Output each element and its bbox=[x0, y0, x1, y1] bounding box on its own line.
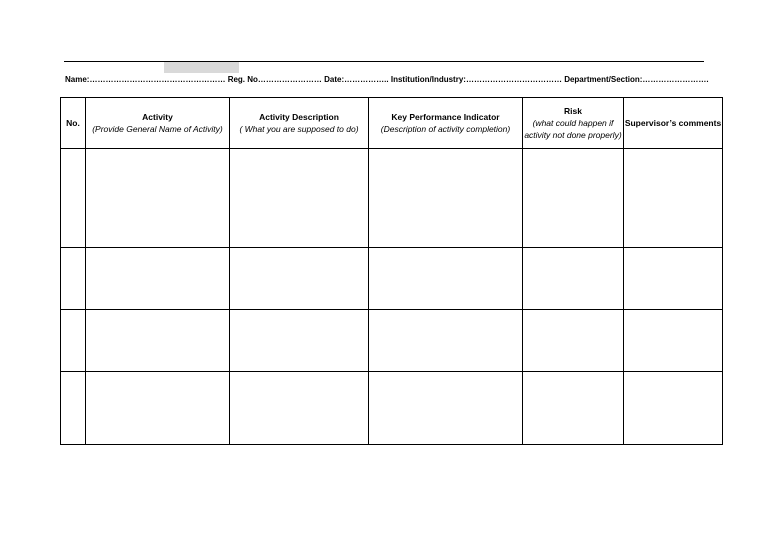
institution-field[interactable]: Institution/Industry:……………………………… bbox=[390, 75, 562, 84]
cell-kpi[interactable] bbox=[369, 248, 523, 310]
cell-activity-description[interactable] bbox=[230, 248, 369, 310]
cell-risk[interactable] bbox=[523, 372, 624, 445]
table-header-row bbox=[61, 98, 723, 149]
cell-activity-description[interactable] bbox=[230, 372, 369, 445]
cell-no[interactable] bbox=[61, 248, 86, 310]
reg-no-field[interactable]: Reg. No…………………… bbox=[227, 75, 322, 84]
cell-risk[interactable] bbox=[523, 310, 624, 372]
table-row bbox=[61, 310, 723, 372]
cell-activity-description[interactable] bbox=[230, 310, 369, 372]
column-header-kpi: Key Performance Indicator (Description of activity completion) bbox=[369, 98, 523, 149]
date-field[interactable]: Date:…………….. bbox=[324, 75, 389, 84]
cell-risk[interactable] bbox=[523, 248, 624, 310]
column-header-risk: Risk (what could happen if activity not done properly) bbox=[523, 98, 624, 149]
cell-supervisor-comments[interactable] bbox=[624, 248, 723, 310]
column-header-supervisor-comments: Supervisor’s comments bbox=[624, 98, 723, 149]
cell-activity[interactable] bbox=[86, 372, 230, 445]
department-field[interactable]: Department/Section:……………………. bbox=[564, 75, 709, 84]
cell-kpi[interactable] bbox=[369, 149, 523, 248]
table-row bbox=[61, 248, 723, 310]
header-fields bbox=[65, 74, 709, 86]
cell-supervisor-comments[interactable] bbox=[624, 372, 723, 445]
cell-supervisor-comments[interactable] bbox=[624, 310, 723, 372]
grey-highlight-tab bbox=[164, 62, 239, 73]
column-header-activity-description: Activity Description ( What you are supposed to do) bbox=[230, 98, 369, 149]
cell-activity[interactable] bbox=[86, 248, 230, 310]
cell-supervisor-comments[interactable] bbox=[624, 149, 723, 248]
activity-table bbox=[60, 97, 723, 445]
column-header-activity: Activity (Provide General Name of Activity) bbox=[86, 98, 230, 149]
cell-risk[interactable] bbox=[523, 149, 624, 248]
cell-no[interactable] bbox=[61, 310, 86, 372]
table-row bbox=[61, 372, 723, 445]
table-row bbox=[61, 149, 723, 248]
cell-activity[interactable] bbox=[86, 310, 230, 372]
column-header-no: No. bbox=[61, 98, 86, 149]
cell-no[interactable] bbox=[61, 372, 86, 445]
cell-kpi[interactable] bbox=[369, 310, 523, 372]
cell-no[interactable] bbox=[61, 149, 86, 248]
cell-kpi[interactable] bbox=[369, 372, 523, 445]
top-rule bbox=[64, 61, 704, 62]
cell-activity-description[interactable] bbox=[230, 149, 369, 248]
name-field[interactable]: Name:…………………………………………… bbox=[65, 75, 226, 84]
cell-activity[interactable] bbox=[86, 149, 230, 248]
